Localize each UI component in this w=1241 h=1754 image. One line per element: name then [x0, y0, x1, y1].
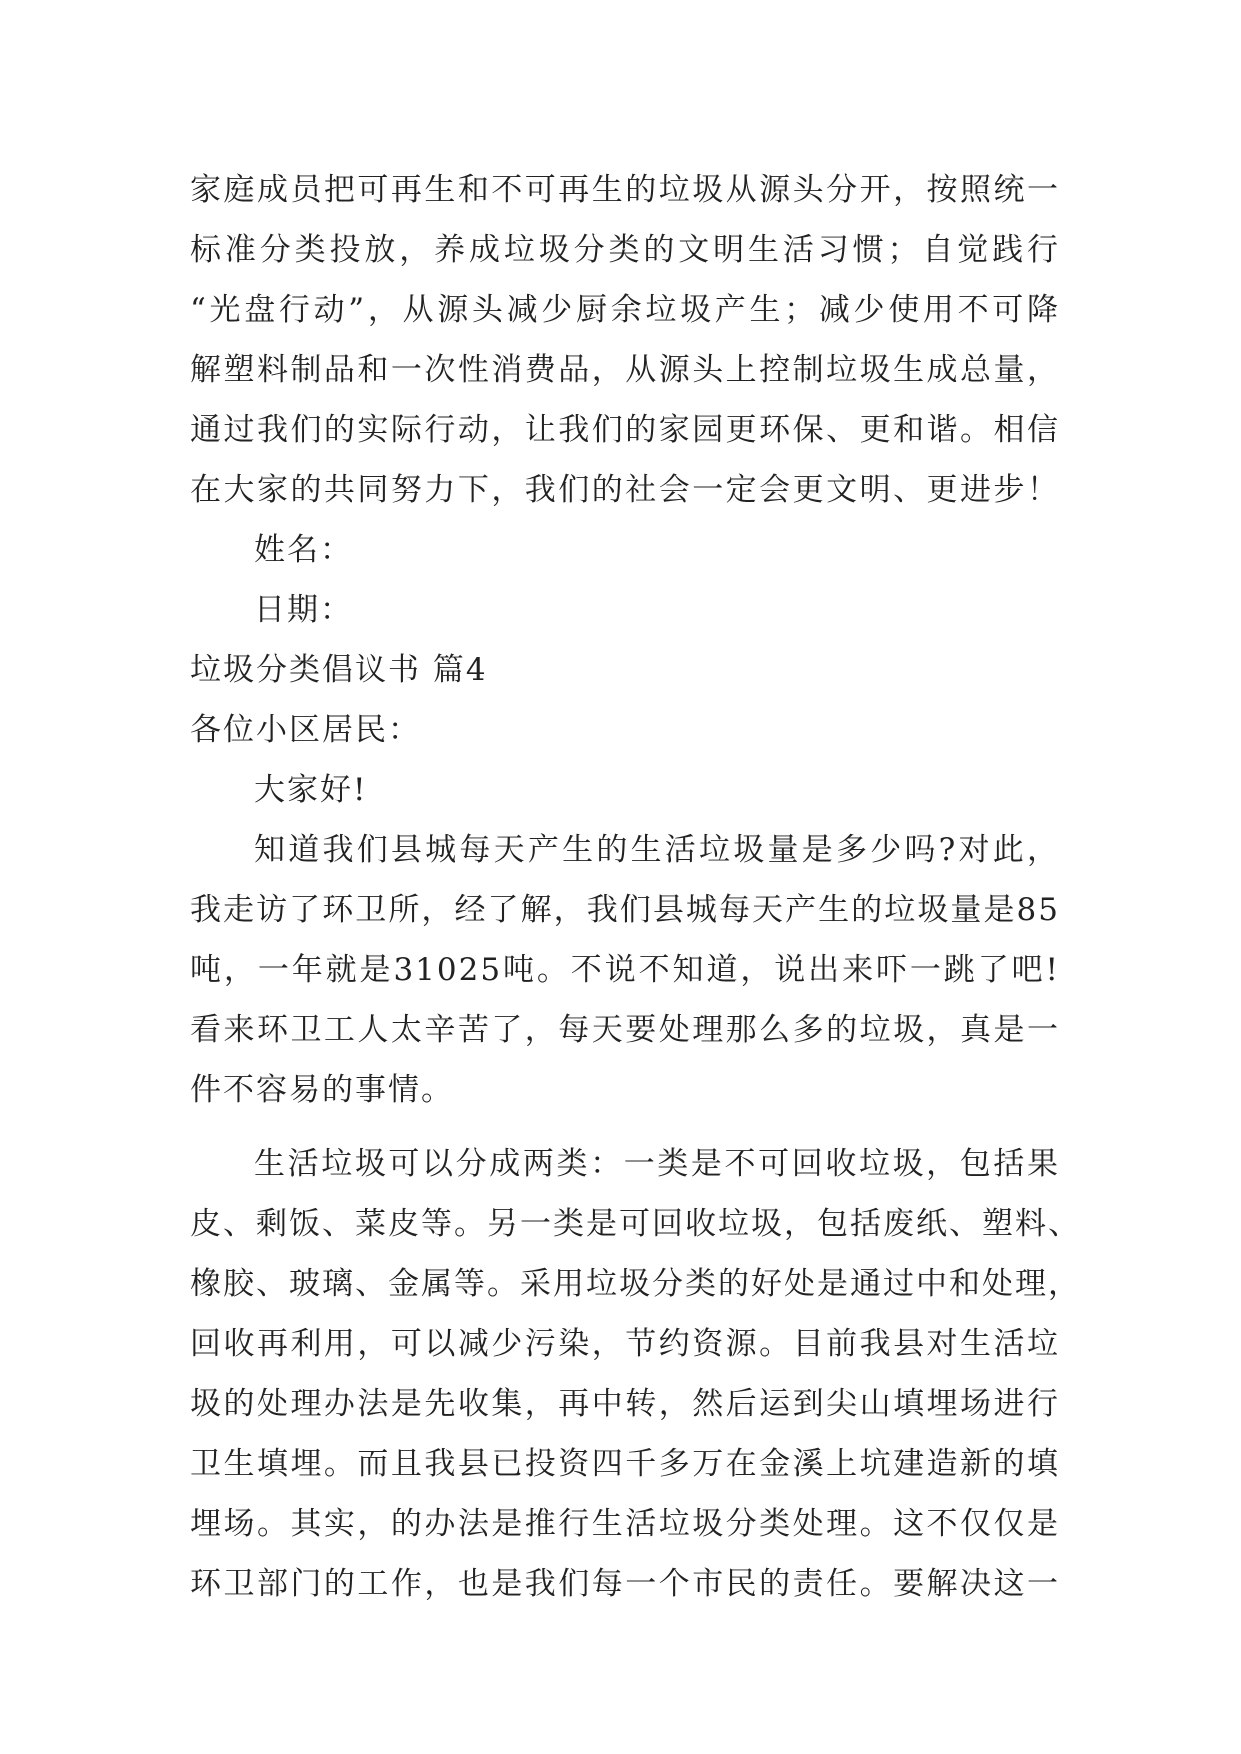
text-line: 回收再利用，可以减少污染，节约资源。目前我县对生活垃	[190, 1326, 1060, 1362]
text-line: 埋场。其实，的办法是推行生活垃圾分类处理。这不仅仅是	[190, 1506, 1060, 1542]
text-line: 生活垃圾可以分成两类：一类是不可回收垃圾，包括果	[254, 1146, 1060, 1182]
text-line: “光盘行动”，从源头减少厨余垃圾产生；减少使用不可降	[190, 292, 1060, 328]
text-line: 吨，一年就是31025吨。不说不知道，说出来吓一跳了吧!	[190, 952, 1060, 988]
signature-date-label: 日期：	[254, 592, 353, 628]
greeting: 大家好!	[254, 772, 368, 808]
text-line: 标准分类投放，养成垃圾分类的文明生活习惯；自觉践行	[190, 232, 1060, 268]
text-line: 在大家的共同努力下，我们的社会一定会更文明、更进步！	[190, 472, 1060, 508]
text-line: 解塑料制品和一次性消费品，从源头上控制垃圾生成总量，	[190, 352, 1060, 388]
section-title: 垃圾分类倡议书 篇4	[190, 652, 488, 688]
text-line: 家庭成员把可再生和不可再生的垃圾从源头分开，按照统一	[190, 172, 1060, 208]
text-line: 橡胶、玻璃、金属等。采用垃圾分类的好处是通过中和处理，	[190, 1266, 1081, 1302]
text-line: 卫生填埋。而且我县已投资四千多万在金溪上坑建造新的填	[190, 1446, 1060, 1482]
text-line: 件不容易的事情。	[190, 1072, 454, 1108]
document-body	[190, 160, 1081, 1614]
paragraph-2	[190, 1134, 1081, 1614]
paragraph-continuation	[190, 160, 1060, 520]
text-line: 看来环卫工人太辛苦了，每天要处理那么多的垃圾，真是一	[190, 1012, 1060, 1048]
salutation: 各位小区居民：	[190, 712, 421, 748]
text-line: 我走访了环卫所，经了解，我们县城每天产生的垃圾量是85	[190, 892, 1060, 928]
text-line: 圾的处理办法是先收集，再中转，然后运到尖山填埋场进行	[190, 1386, 1060, 1422]
paragraph-1	[190, 820, 1060, 1120]
text-line: 皮、剩饭、菜皮等。另一类是可回收垃圾，包括废纸、塑料、	[190, 1206, 1081, 1242]
signature-name-label: 姓名：	[254, 532, 353, 568]
text-line: 知道我们县城每天产生的生活垃圾量是多少吗?对此，	[254, 832, 1060, 868]
text-line: 环卫部门的工作，也是我们每一个市民的责任。要解决这一	[190, 1566, 1060, 1602]
text-line: 通过我们的实际行动，让我们的家园更环保、更和谐。相信	[190, 412, 1060, 448]
